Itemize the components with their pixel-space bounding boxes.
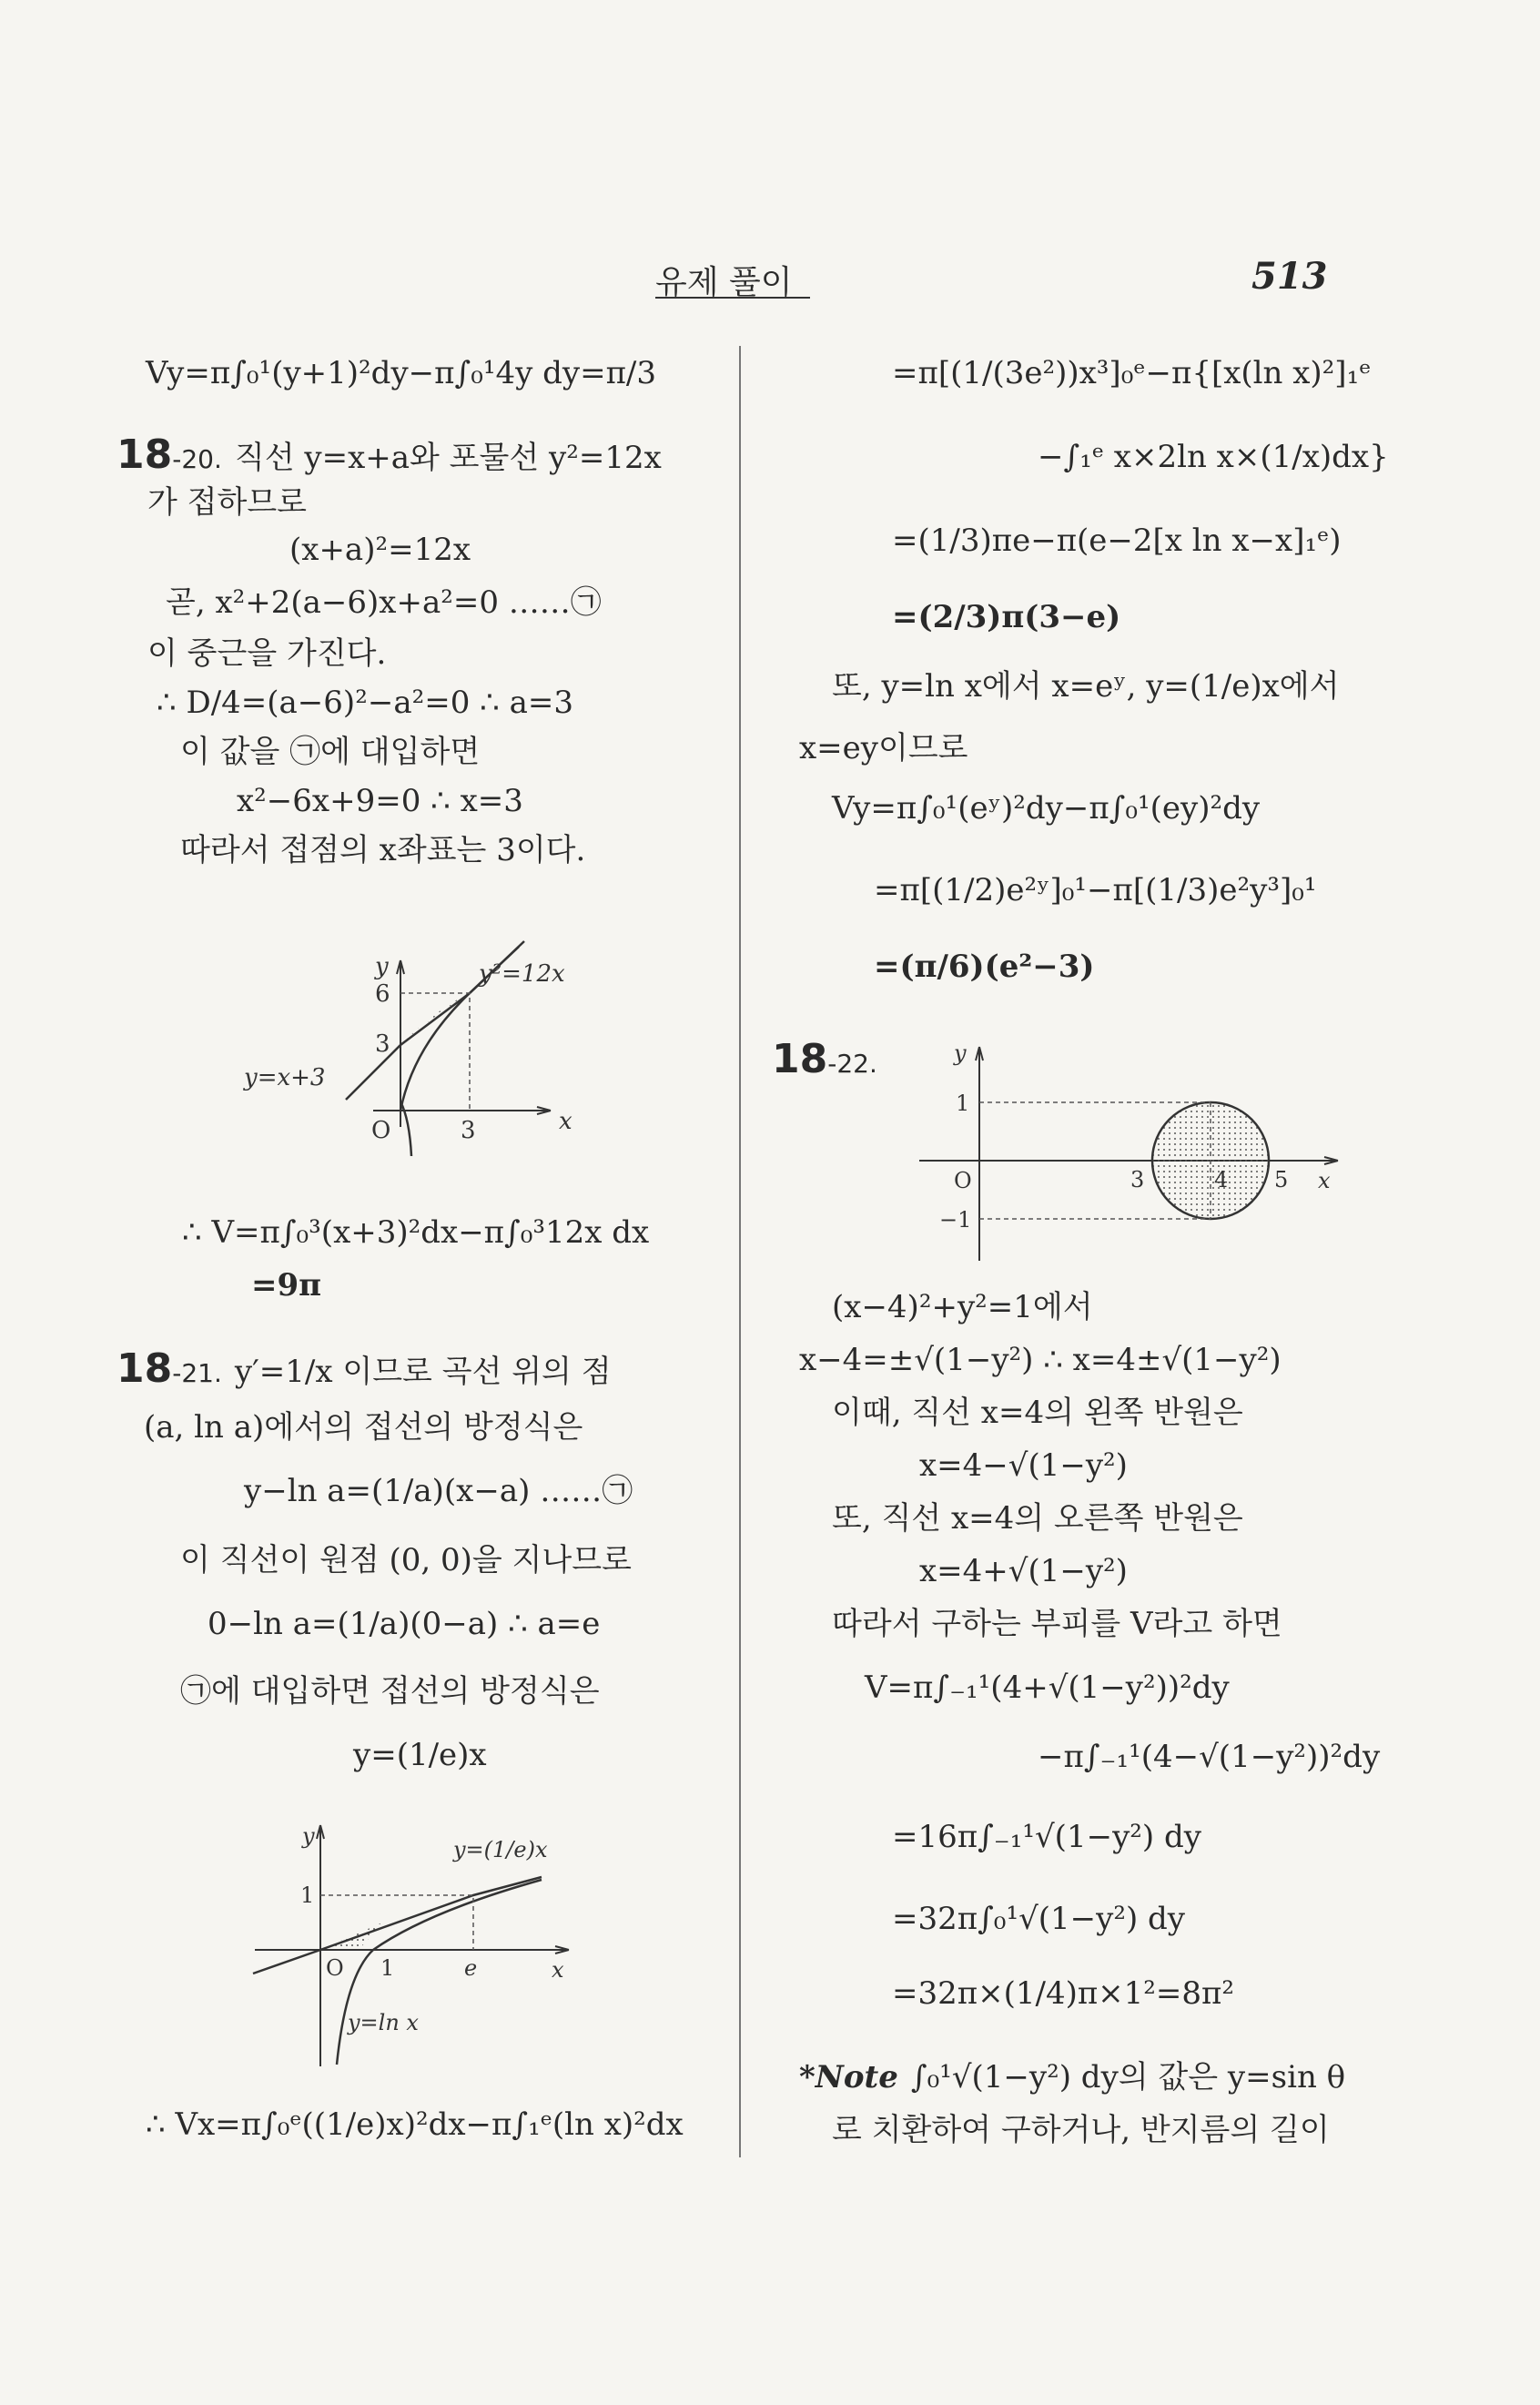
guide-lines	[400, 993, 470, 1111]
problem-18-20-heading	[117, 433, 662, 477]
solution-result: =(2/3)π(3−e)	[892, 599, 1121, 635]
solution-equation: =π[(1/2)e²ʸ]₀¹−π[(1/3)e²y³]₀¹	[874, 872, 1317, 908]
figure-x-axis	[919, 1157, 1338, 1164]
figure-line-label: y=(1/e)x	[453, 1837, 548, 1862]
figure-log-tangent	[246, 1811, 610, 2085]
solution-equation: Vy=π∫₀¹(eʸ)²dy−π∫₀¹(ey)²dy	[832, 790, 1261, 827]
solution-equation: ∴ D/4=(a−6)²−a²=0 ∴ a=3	[157, 685, 573, 721]
figure-y-axis	[317, 1825, 324, 2066]
solution-equation: −π∫₋₁¹(4−√(1−y²))²dy	[1038, 1739, 1381, 1775]
figure-x-tick: 3	[461, 1117, 476, 1144]
solution-equation: =16π∫₋₁¹√(1−y²) dy	[892, 1819, 1201, 1855]
tangent-line	[253, 1877, 542, 1974]
solution-equation: x−4=±√(1−y²) ∴ x=4±√(1−y²)	[799, 1342, 1282, 1378]
figure-x-tick: 4	[1214, 1167, 1229, 1192]
solution-line: 직선 y=x+a와 포물선 y²=12x	[234, 440, 662, 476]
note-line	[799, 2061, 1345, 2095]
problem-number: 18	[772, 1036, 828, 1082]
header-underline	[655, 297, 810, 299]
page-number: 513	[1251, 255, 1328, 298]
solution-equation: x=4+√(1−y²)	[919, 1553, 1128, 1589]
solution-equation: (x+a)²=12x	[289, 532, 471, 568]
figure-line-label: y=x+3	[244, 1064, 326, 1091]
note-label: *Note	[799, 2059, 898, 2095]
figure-x-tick: 1	[380, 1955, 395, 1981]
figure-parabola-tangent	[218, 883, 583, 1192]
solution-equation: ∴ V=π∫₀³(x+3)²dx−π∫₀³12x dx	[182, 1214, 650, 1251]
figure-origin-label: O	[954, 1168, 972, 1193]
problem-number: 18	[117, 1345, 173, 1392]
vy-result-line: Vy=π∫₀¹(y+1)²dy−π∫₀¹4y dy=π/3	[146, 355, 656, 391]
figure-x-tick: 3	[1130, 1167, 1145, 1192]
solution-line: 이 값을 ㉠에 대입하면	[180, 734, 481, 770]
figure-axis-y-label: y	[302, 1823, 315, 1849]
figure-axis-x-label: x	[1318, 1168, 1331, 1193]
solution-line: 또, y=ln x에서 x=eʸ, y=(1/e)x에서	[832, 668, 1340, 705]
solution-equation: ∴ Vx=π∫₀ᵉ((1/e)x)²dx−π∫₁ᵉ(ln x)²dx	[146, 2106, 684, 2143]
figure-y-tick: 1	[300, 1882, 315, 1908]
solution-equation: 곧, x²+2(a−6)x+a²=0 ……㉠	[166, 584, 602, 621]
figure-circle-rotation	[910, 1038, 1365, 1274]
problem-subnumber: -22.	[827, 1049, 877, 1079]
solution-equation: y−ln a=(1/a)(x−a) ……㉠	[244, 1473, 633, 1509]
solution-line: 따라서 접점의 x좌표는 3이다.	[180, 832, 586, 868]
solution-line: 가 접하므로	[147, 484, 308, 521]
solution-equation: V=π∫₋₁¹(4+√(1−y²))²dy	[865, 1669, 1230, 1706]
solution-equation: x²−6x+9=0 ∴ x=3	[237, 783, 523, 819]
solution-line: 이때, 직선 x=4의 왼쪽 반원은	[832, 1395, 1243, 1431]
figure-origin-label: O	[371, 1117, 391, 1144]
figure-y-tick: 1	[956, 1091, 970, 1116]
note-text: 로 치환하여 구하거나, 반지름의 길이	[832, 2112, 1330, 2148]
solution-equation: y=(1/e)x	[353, 1737, 487, 1773]
solution-line: (a, ln a)에서의 접선의 방정식은	[144, 1409, 583, 1446]
figure-y-tick: −1	[939, 1207, 972, 1233]
figure-x-tick: 5	[1274, 1167, 1289, 1192]
figure-y-tick: 6	[375, 980, 390, 1008]
figure-axis-x-label: x	[552, 1957, 564, 1983]
figure-axis-y-label: y	[375, 953, 389, 980]
solution-equation: =32π∫₀¹√(1−y²) dy	[892, 1901, 1186, 1937]
solution-equation: =π[(1/(3e²))x³]₀ᵉ−π{[x(ln x)²]₁ᵉ	[892, 355, 1372, 391]
figure-axis-x-label: x	[559, 1108, 572, 1135]
column-divider	[739, 346, 741, 2157]
solution-equation: x=4−√(1−y²)	[919, 1447, 1128, 1484]
figure-curve-label: y=ln x	[348, 2010, 419, 2035]
problem-18-22-heading	[772, 1038, 890, 1081]
solution-equation: 0−ln a=(1/a)(0−a) ∴ a=e	[208, 1606, 601, 1642]
solution-result: =32π×(1/4)π×1²=8π²	[892, 1975, 1235, 2012]
solution-line: 이 직선이 원점 (0, 0)을 지나므로	[180, 1542, 632, 1578]
solution-equation: (x−4)²+y²=1에서	[832, 1289, 1093, 1325]
figure-x-axis	[255, 1946, 569, 1953]
problem-subnumber: -21.	[172, 1358, 222, 1388]
note-text: ∫₀¹√(1−y²) dy의 값은 y=sin θ	[910, 2059, 1346, 2095]
solution-line: ㉠에 대입하면 접선의 방정식은	[180, 1673, 600, 1710]
solution-line: x=ey이므로	[799, 730, 968, 766]
solution-line: 이 중근을 가진다.	[147, 635, 387, 672]
solution-result: =(π/6)(e²−3)	[874, 949, 1095, 985]
figure-axis-y-label: y	[954, 1040, 967, 1066]
solution-line: 또, 직선 x=4의 오른쪽 반원은	[832, 1500, 1243, 1537]
problem-18-21-heading	[117, 1347, 612, 1391]
solution-equation: =(1/3)πe−π(e−2[x ln x−x]₁ᵉ)	[892, 523, 1342, 559]
problem-number: 18	[117, 431, 173, 478]
figure-origin-label: O	[326, 1955, 344, 1981]
figure-curve-label: y²=12x	[479, 960, 565, 988]
solution-result: =9π	[251, 1267, 322, 1304]
problem-subnumber: -20.	[172, 444, 222, 474]
solution-equation: −∫₁ᵉ x×2ln x×(1/x)dx}	[1038, 439, 1389, 475]
page-header-title: 유제 풀이	[655, 264, 793, 301]
solution-line: 따라서 구하는 부피를 V라고 하면	[832, 1606, 1282, 1642]
figure-y-tick: 3	[375, 1030, 390, 1058]
figure-y-axis	[976, 1047, 983, 1261]
solution-line: y′=1/x 이므로 곡선 위의 점	[234, 1354, 612, 1390]
figure-x-tick: e	[464, 1955, 478, 1981]
